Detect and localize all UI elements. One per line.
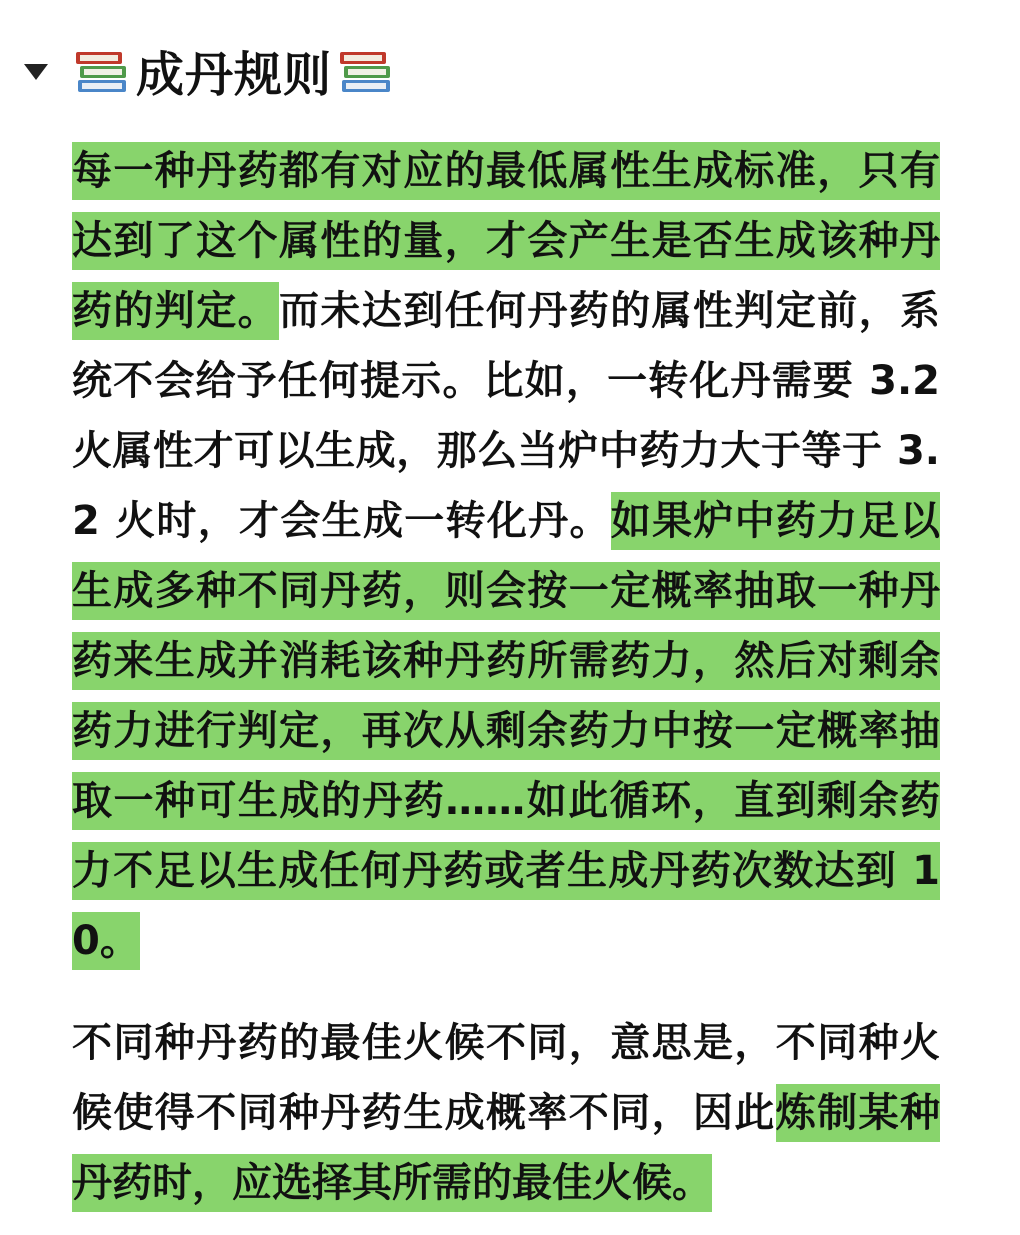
highlighted-text: 炼制某种丹药时，应选择其所需的最佳火候。 (72, 1084, 940, 1212)
heading-title: 成丹规则 (136, 46, 333, 103)
paragraph (72, 1008, 940, 1218)
highlighted-text: 每一种丹药都有对应的最低属性生成标准，只有达到了这个属性的量，才会产生是否生成该种丹药的判定。 (72, 142, 940, 340)
books-icon (72, 40, 132, 100)
collapse-triangle-icon[interactable] (24, 64, 48, 80)
body-text: 而未达到任何丹药的属性判定前，系统不会给予任何提示。比如，一转化丹需要 3.2 火属性才可以生成，那么当炉中药力大于等于 3.2 火时，才会生成一转化丹。 (72, 288, 940, 544)
toggle-content (72, 136, 940, 1218)
toggle-heading[interactable] (24, 30, 396, 110)
highlighted-text: 如果炉中药力足以生成多种不同丹药，则会按一定概率抽取一种丹药来生成并消耗该种丹药所需药力，然后对剩余药力进行判定，再次从剩余药力中按一定概率抽取一种可生成的丹药……如此循环，直到剩余药力不足以生成任何丹药或者生成丹药次数达到 10。 (72, 492, 940, 970)
books-icon (336, 40, 396, 100)
paragraph (72, 136, 940, 976)
body-text: 不同种丹药的最佳火候不同，意思是，不同种火候使得不同种丹药生成概率不同，因此 (72, 1020, 940, 1136)
